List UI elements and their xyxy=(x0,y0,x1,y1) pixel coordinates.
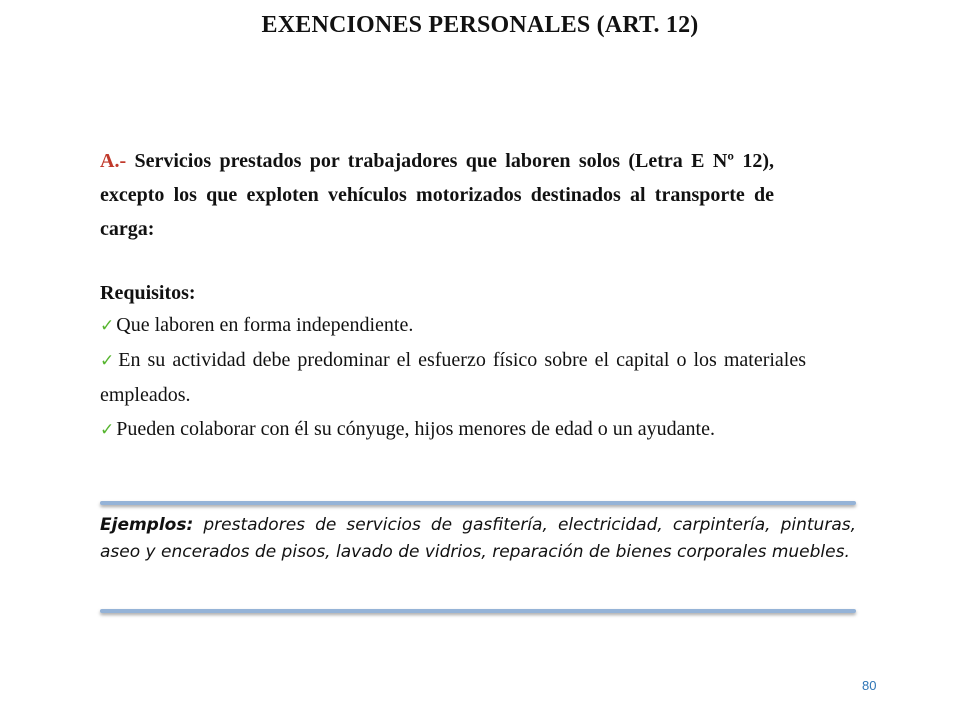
section-a-text: Servicios prestados por trabajadores que laboren solos (Letra E Nº 12), excepto los que exploten vehículos motorizados destinados al transporte de carga: xyxy=(100,150,774,240)
ejemplos-text: prestadores de servicios de gasfitería, electricidad, carpintería, pinturas, aseo y encerados de pisos, lavado de vidrios, reparación de bienes corporales muebles. xyxy=(100,515,856,562)
slide-title: EXENCIONES PERSONALES (ART. 12) xyxy=(261,12,699,38)
section-a-prefix: A.- xyxy=(100,150,127,172)
requisito-text: En su actividad debe predominar el esfuerzo físico sobre el capital o los materiales empleados. xyxy=(100,349,807,406)
requisito-text: Pueden colaborar con él su cónyuge, hijos menores de edad o un ayudante. xyxy=(116,418,715,440)
divider-top xyxy=(100,501,856,505)
ejemplos-label: Ejemplos: xyxy=(100,515,194,535)
page-number: 80 xyxy=(862,678,877,693)
requisito-item xyxy=(100,412,806,447)
divider-bottom xyxy=(100,609,856,613)
checkmark-icon: ✓ xyxy=(100,351,117,371)
requisitos-section xyxy=(100,278,806,447)
requisito-item xyxy=(100,343,806,412)
requisitos-title: Requisitos: xyxy=(100,282,196,304)
ejemplos-paragraph xyxy=(100,512,856,566)
checkmark-icon: ✓ xyxy=(100,316,115,336)
requisito-item xyxy=(100,308,806,343)
requisito-text: Que laboren en forma independiente. xyxy=(116,314,414,336)
checkmark-icon: ✓ xyxy=(100,420,115,440)
section-a-paragraph xyxy=(100,144,774,246)
